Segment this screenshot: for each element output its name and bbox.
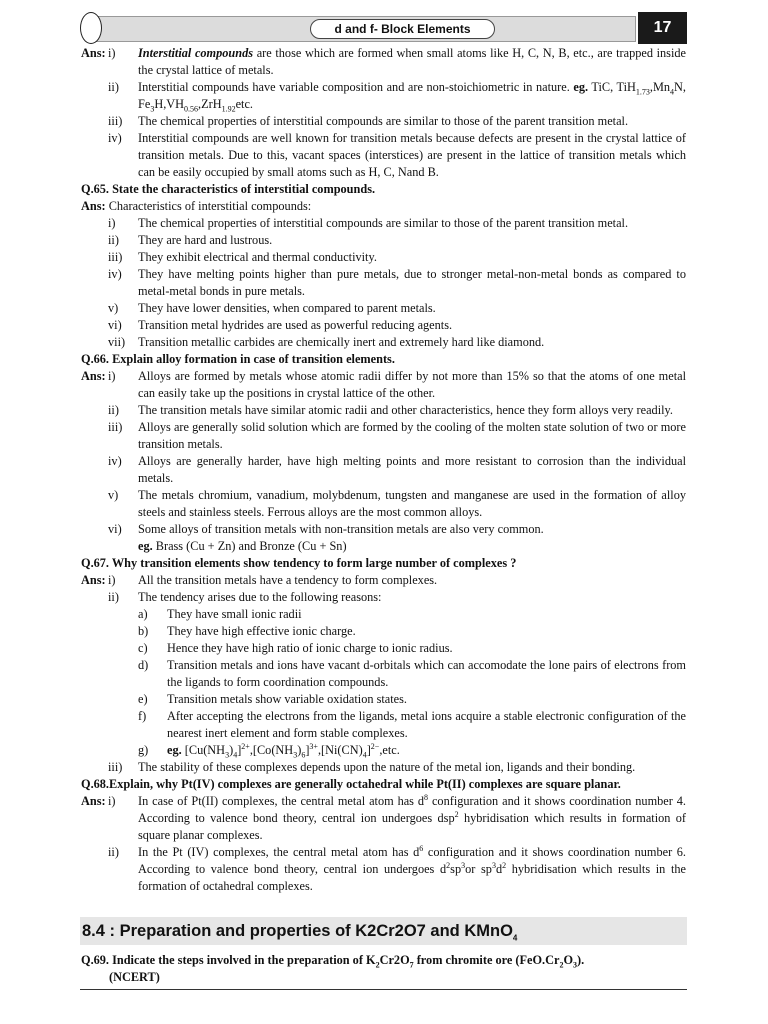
- q66-item: Ans: i) Alloys are formed by metals whose atomic radii differ by not more than 15% so that the atoms of one metal can easily take up the positions in crystal lattice of the other.: [81, 369, 686, 400]
- q65-item: vii) Transition metallic carbides are chemically inert and extremely hard like diamond.: [108, 335, 545, 349]
- question-68: Q.68.Explain, why Pt(IV) complexes are generally octahedral while Pt(II) complexes are square planar.: [81, 777, 621, 791]
- q66-example: eg. Brass (Cu + Zn) and Bronze (Cu + Sn): [138, 539, 347, 553]
- q65-item: iii) They exhibit electrical and thermal conductivity.: [108, 250, 377, 264]
- q67-item: Ans: i) All the transition metals have a tendency to form complexes.: [81, 573, 438, 587]
- interstitial-examples: TiC, $TiH_{1.73},Mn_4N$, $Fe_3H,VH_{0.56},ZrH_{1.92}etc$.: [138, 80, 687, 114]
- page-content: [81, 45, 686, 895]
- page-number: 17: [638, 12, 687, 44]
- q66-item: ii) The transition metals have similar atomic radii and other characteristics, hence they form alloys very readily.: [108, 403, 673, 417]
- q64-answer-item: ii) Interstitial compounds have variable composition and are non-stoichiometric in nature. eg. TiC, $TiH_{1.73},Mn_4N$, $Fe_3H,VH_{0.56},ZrH_{1.92}etc$.: [108, 80, 687, 114]
- q67-item: iii) The stability of these complexes depends upon the nature of the metal ion, ligands and their bonding.: [108, 760, 636, 774]
- q65-item: v) They have lower densities, when compared to parent metals.: [108, 301, 436, 315]
- q66-item: iii) Alloys are generally solid solution which are formed by the cooling of the molten state solution of two or more transition metals.: [108, 420, 686, 451]
- q64-answer-item: iii) The chemical properties of interstitial compounds are similar to those of the parent transition metal.: [108, 114, 629, 128]
- q66-item: iv) Alloys are generally harder, have high melting points and more resistant to corrosion than the individual metals.: [108, 454, 686, 485]
- q67-reason: f) After accepting the electrons from the ligands, metal ions acquire a stable electronic configuration of the nearest inert element and form stable complexes.: [138, 709, 686, 740]
- q64-answer-item: iv) Interstitial compounds are well known for transition metals because defects are present in the crystal lattice of transition metals. Due to this, vacant spaces (interstices) are present in the lattice of transition metals which can be easily occupied by small atoms such as H, C, Nand B.: [108, 131, 686, 179]
- q65-item: i) The chemical properties of interstitial compounds are similar to those of the parent transition metal.: [108, 216, 629, 230]
- q65-item: ii) They are hard and lustrous.: [108, 233, 273, 247]
- header-oval-ornament: [80, 12, 102, 44]
- section-heading: 8.4 : Preparation and properties of K2Cr2O7 and KMnO$_4$: [80, 917, 687, 945]
- question-69: Q.69. Indicate the steps involved in the preparation of $K_2Cr2O_7$ from chromite ore $(FeO.Cr_2O_3)$. (NCERT): [81, 953, 585, 984]
- q67-item: ii) The tendency arises due to the following reasons:: [108, 590, 382, 604]
- answer-label: Ans:: [81, 46, 106, 60]
- q66-item: v) The metals chromium, vanadium, molybdenum, tungsten and manganese are used in the formation of alloy steels and stainless steels. Ferrous alloys are the most common alloys.: [108, 488, 686, 519]
- q68-item: ii) In the Pt (IV) complexes, the central metal atom has $d^6$ configuration and it shows coordination number 6. According to valence bond theory, central ion undergoes $d^2sp^3or$ $sp^3d^2$ hybridisation which results in the formation of octahedral complexes.: [108, 843, 686, 893]
- q65-item: iv) They have melting points higher than pure metals, due to stronger metal-non-metal bonds as compared to metal-metal bonds in pure metals.: [108, 267, 686, 298]
- q68-item: Ans: i) In case of Pt(II) complexes, the central metal atom has $d^8$ configuration and it shows coordination number 4. According to valence bond theory, central ion undergoes dsp$^2$ hybridisation which results in formation of square planar complexes.: [81, 792, 687, 842]
- q66-item: vi) Some alloys of transition metals with non-transition metals are also very common.: [108, 522, 544, 536]
- q65-answer-intro: Ans: Characteristics of interstitial compounds:: [81, 199, 312, 213]
- q65-item: vi) Transition metal hydrides are used as powerful reducing agents.: [108, 318, 453, 332]
- question-67: Q.67. Why transition elements show tendency to form large number of complexes ?: [81, 556, 517, 570]
- q67-reason: b) They have high effective ionic charge.: [138, 624, 356, 638]
- complex-examples: $[Cu(NH_3)_4]^{2+},[Co(NH_3)_6]^{3+},[Ni(CN)_4]^{2-},etc$.: [184, 741, 400, 760]
- q67-reason: d) Transition metals and ions have vacant d-orbitals which can accomodate the lone pairs of electrons from the ligands to form coordination compounds.: [138, 658, 686, 689]
- footer-rule: [80, 989, 687, 990]
- question-65: Q.65. State the characteristics of interstitial compounds.: [81, 182, 376, 196]
- chapter-title: d and f- Block Elements: [310, 19, 495, 39]
- q67-reason: c) Hence they have high ratio of ionic charge to ionic radius.: [138, 641, 453, 655]
- question-66: Q.66. Explain alloy formation in case of transition elements.: [81, 352, 395, 366]
- q67-reason: e) Transition metals show variable oxidation states.: [138, 692, 407, 706]
- q64-answer-item: Ans: i) Interstitial compounds are those which are formed when small atoms like H, C, N, B, etc., are trapped inside the crystal lattice of metals.: [81, 46, 686, 77]
- q67-reason: a) They have small ionic radii: [138, 607, 302, 621]
- q67-reason: g) eg. $[Cu(NH_3)_4]^{2+},[Co(NH_3)_6]^{3+},[Ni(CN)_4]^{2-},etc$.: [138, 741, 400, 760]
- page-header: [80, 12, 687, 44]
